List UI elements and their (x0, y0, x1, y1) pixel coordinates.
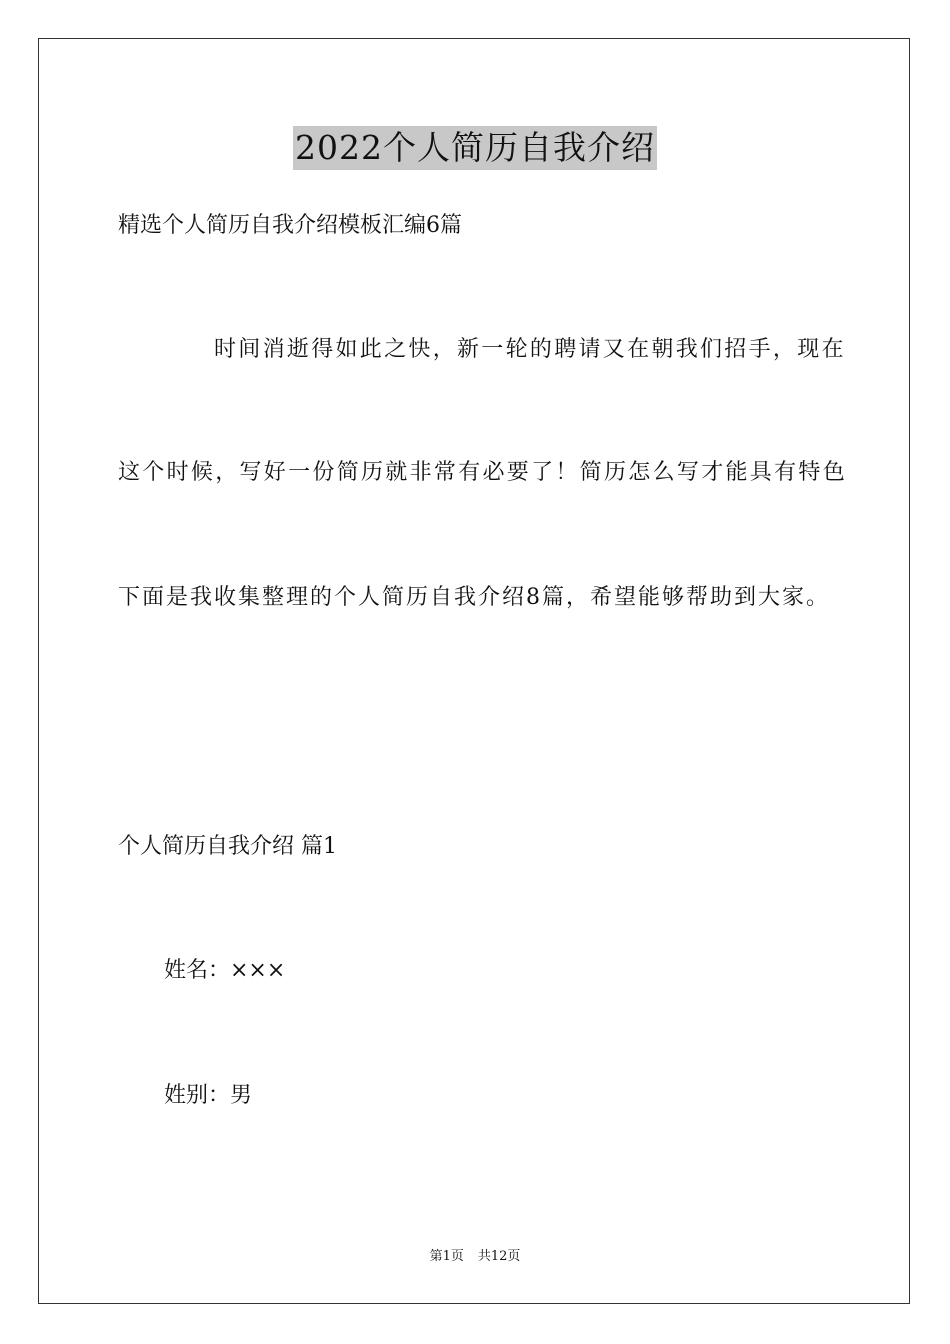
section-heading: 个人简历自我介绍 篇1 (118, 834, 337, 859)
title-wrap (0, 126, 950, 170)
document-subtitle: 精选个人简历自我介绍模板汇编6篇 (118, 213, 462, 238)
field-gender: 姓别：男 (164, 1083, 253, 1108)
page-footer (0, 1248, 950, 1266)
paragraph-line-1: 时间消逝得如此之快，新一轮的聘请又在朝我们招手，现在 (214, 337, 846, 362)
paragraph-line-2: 这个时候，写好一份简历就非常有必要了！简历怎么写才能具有特色 (118, 460, 848, 485)
page-number-total: 共12页 (477, 1249, 521, 1264)
page-number-current: 第1页 (429, 1249, 464, 1264)
paragraph-line-3: 下面是我收集整理的个人简历自我介绍8篇，希望能够帮助到大家。 (118, 585, 830, 610)
field-name: 姓名：××× (164, 958, 286, 983)
document-title: 2022个人简历自我介绍 (293, 126, 657, 170)
